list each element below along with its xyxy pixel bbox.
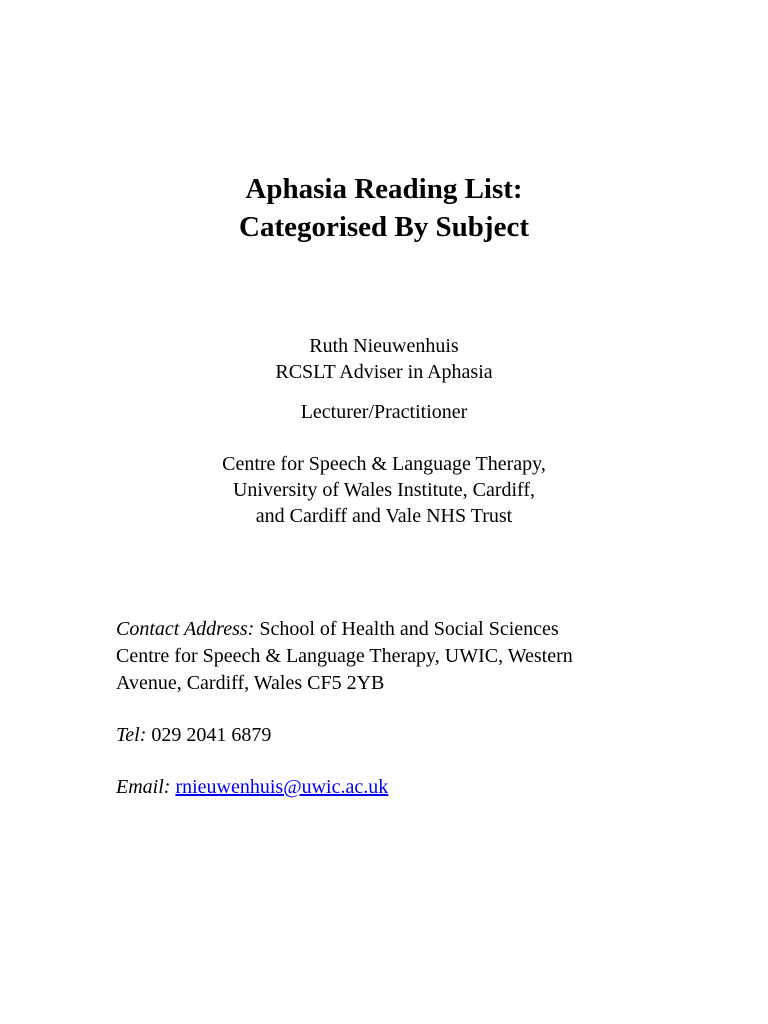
contact-address-row (116, 616, 716, 643)
email-link[interactable]: rnieuwenhuis@uwic.ac.uk (175, 776, 389, 798)
contact-address-line-2: Centre for Speech & Language Therapy, UWIC, Western (116, 645, 573, 667)
contact-block (116, 616, 716, 801)
author-block (0, 333, 768, 529)
author-position: Lecturer/Practitioner (300, 401, 468, 423)
affiliation-line-2: University of Wales Institute, Cardiff, (232, 479, 536, 501)
author-role: RCSLT Adviser in Aphasia (275, 361, 493, 383)
contact-address-line-1: School of Health and Social Sciences (254, 618, 559, 640)
title-line-2: Categorised By Subject (239, 211, 529, 243)
contact-address-line-3: Avenue, Cardiff, Wales CF5 2YB (116, 672, 385, 694)
author-name: Ruth Nieuwenhuis (309, 335, 459, 357)
tel-value: 029 2041 6879 (146, 724, 272, 746)
title-line-1: Aphasia Reading List: (245, 173, 523, 205)
contact-email-row (116, 774, 716, 801)
tel-label: Tel: (116, 724, 147, 746)
affiliation-line-3: and Cardiff and Vale NHS Trust (255, 505, 513, 527)
email-label: Email: (116, 776, 171, 798)
contact-address-label: Contact Address: (116, 618, 255, 640)
document-title (0, 170, 768, 246)
affiliation-line-1: Centre for Speech & Language Therapy, (222, 453, 546, 475)
contact-tel-row (116, 722, 716, 749)
